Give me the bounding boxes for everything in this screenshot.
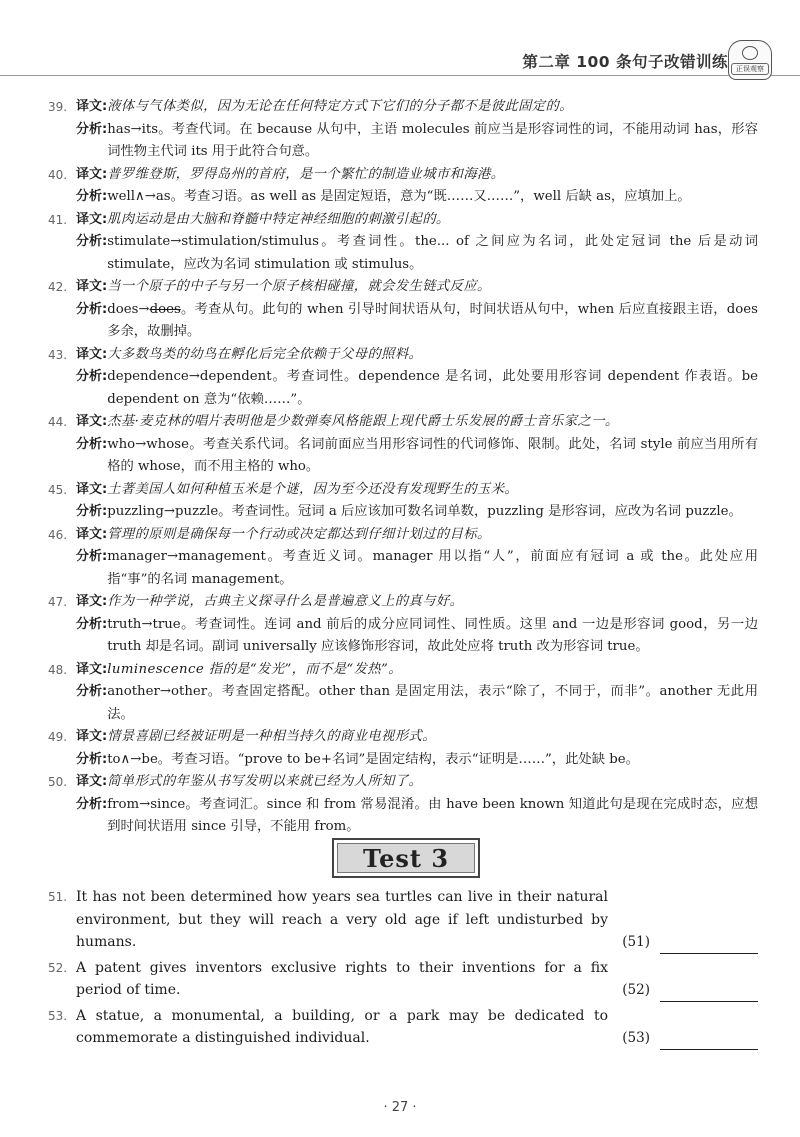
analysis-label: 分析: [76,796,108,812]
translation-text: 普罗维登斯，罗得岛州的首府，是一个繁忙的制造业城市和海港。 [107,166,505,182]
entry-46 [48,524,758,592]
analysis-text: from→since。考查词汇。since 和 from 常易混淆。由 have been known 知道此句是现在完成时态，应想到时间状语用 since 引导，不能用 from。 [107,796,758,834]
translation-text: 大多数鸟类的幼鸟在孵化后完全依赖于父母的照料。 [107,346,423,362]
entry-49 [48,726,758,771]
analysis-label: 分析: [76,504,108,519]
entry-number: 48. [48,662,68,677]
analysis-text: manager→management。考查近义词。manager 用以指“人”，前面应有冠词 a 或 the。此处应用指“事”的名词 management。 [107,549,758,587]
translation-text: 情景喜剧已经被证明是一种相当持久的商业电视形式。 [107,729,436,744]
deleted-word: does [149,301,181,317]
series-logo [728,40,772,80]
answer-blank[interactable] [660,1033,758,1050]
analysis-label: 分析: [76,369,108,384]
analysis-text: well∧→as。考查习语。as well as 是固定短语，意为“既……又……”，well 后缺 as，应填加上。 [107,189,691,204]
answer-blank[interactable] [660,985,758,1002]
answer-blank[interactable] [660,937,758,954]
translation-label: 译文: [76,481,108,497]
analysis-text: another→other。考查固定搭配。other than 是固定用法，表示“除了，不同于，而非”。another 无此用法。 [107,684,758,722]
analysis-label: 分析: [76,616,108,632]
entry-42 [48,276,758,344]
answer-explanations [48,96,758,839]
answer-slot [608,957,758,1002]
analysis-label: 分析: [76,549,108,564]
translation-label: 译文: [76,774,108,789]
entry-number: 45. [48,482,68,497]
question-53 [48,1005,758,1050]
page-number: · 27 · [383,1100,417,1115]
translation-label: 译文: [76,211,108,227]
translation-label: 译文: [76,594,108,609]
entry-40 [48,164,758,209]
entry-number: 47. [48,595,68,609]
analysis-text: has→its。考查代词。在 because 从句中，主语 molecules 前应当是形容词性的词，不能用动词 has，形容词性物主代词 its 用于此符合句意。 [107,121,758,159]
entry-number: 39. [48,100,68,114]
analysis-correction: does→ [107,301,150,317]
entry-number: 40. [48,167,68,182]
question-text: It has not been determined how years sea turtles can live in their natural environment, but they will reach a very old age if left undisturbed by humans. [76,889,608,950]
question-number: 51. [48,890,68,904]
question-number: 52. [48,960,68,975]
entry-number: 42. [48,280,68,294]
question-text: A statue, a monumental, a building, or a park may be dedicated to commemorate a distinguished individual. [76,1007,608,1046]
analysis-rest: 。考查从句。此句的 when 引导时间状语从句，时间状语从句中，when 后应直接跟主语，does 多余，故删掉。 [107,301,758,339]
entry-number: 46. [48,527,68,542]
analysis-text: dependence→dependent。考查词性。dependence 是名词，此处要用形容词 dependent 作表语。be dependent on 意为“依赖……”。 [107,369,758,407]
translation-label: 译文: [76,279,108,294]
entry-number: 49. [48,730,68,744]
question-text: A patent gives inventors exclusive rights to their inventions for a fix period of time. [76,959,608,998]
translation-text: 土著美国人如何种植玉米是个谜，因为至今还没有发现野生的玉米。 [107,481,519,497]
answer-label: (51) [622,934,650,950]
entry-39 [48,96,758,164]
translation-label: 译文: [76,526,108,542]
translation-text: 简单形式的年鉴从书写发明以来就已经为人所知了。 [107,774,423,789]
analysis-text: who→whose。考查关系代词。名词前面应当用形容词性的代词修饰、限制。此处，名词 style 前应当用所有格的 whose，而不用主格的 who。 [107,436,758,474]
entry-number: 41. [48,212,68,227]
analysis-label: 分析: [76,751,108,767]
analysis-text [107,299,758,344]
analysis-label: 分析: [76,436,108,452]
logo-text: 正误观察 [731,63,769,75]
analysis-text: truth→true。考查词性。连词 and 前后的成分应同词性、同性质。这里 and 一边是形容词 good，另一边 truth 却是名词。副词 universally 应该修饰形容词，故此处应将 truth 改为形容词 true。 [107,616,758,654]
entry-41 [48,209,758,277]
entry-44 [48,411,758,479]
test-questions [48,886,758,1053]
translation-label: 译文: [76,729,108,744]
test-title-banner: Test 3 [332,838,480,878]
entry-number: 44. [48,415,68,429]
analysis-label: 分析: [76,189,108,204]
analysis-label: 分析: [76,684,108,699]
analysis-label: 分析: [76,301,108,317]
question-51 [48,886,758,954]
translation-text: 作为一种学说，古典主义探寻什么是普遍意义上的真与好。 [107,594,464,609]
answer-label: (52) [622,982,650,998]
translation-text: 当一个原子的中子与另一个原子核相碰撞，就会发生链式反应。 [107,279,491,294]
analysis-text: stimulate→stimulation/stimulus。考查词性。the... of 之间应为名词，此处定冠词 the 后是动词 stimulate，应改为名词 stimulation 或 stimulus。 [107,234,758,272]
entry-47 [48,591,758,659]
translation-text: 杰基·麦克林的唱片表明他是少数弹奏风格能跟上现代爵士乐发展的爵士音乐家之一。 [107,414,619,429]
entry-number: 43. [48,347,68,362]
translation-label: 译文: [76,99,108,114]
translation-text: luminescence 指的是“发光”，而不是“发热”。 [107,661,402,677]
translation-text: 管理的原则是确保每一个行动或决定都达到仔细计划过的目标。 [107,526,491,542]
entry-45 [48,479,758,524]
translation-label: 译文: [76,661,108,677]
answer-label: (53) [622,1030,650,1046]
translation-label: 译文: [76,166,108,182]
analysis-label: 分析: [76,234,108,249]
mascot-icon [742,46,758,60]
entry-50 [48,771,758,839]
chapter-title: 第二章 100 条句子改错训练 [522,53,728,71]
analysis-text: puzzling→puzzle。考查词性。冠词 a 后应该加可数名词单数，puzzling 是形容词，应改为名词 puzzle。 [107,504,742,519]
entry-43 [48,344,758,412]
entry-number: 50. [48,775,68,789]
analysis-label: 分析: [76,121,108,137]
translation-label: 译文: [76,414,108,429]
answer-slot [608,886,758,954]
translation-text: 液体与气体类似，因为无论在任何特定方式下它们的分子都不是彼此固定的。 [107,99,573,114]
entry-48 [48,659,758,727]
translation-label: 译文: [76,346,108,362]
answer-slot [608,1005,758,1050]
translation-text: 肌肉运动是由大脑和脊髓中特定神经细胞的刺激引起的。 [107,211,450,227]
analysis-text: to∧→be。考查习语。“prove to be+名词”是固定结构，表示“证明是……”，此处缺 be。 [107,751,639,767]
question-52 [48,957,758,1002]
question-number: 53. [48,1008,68,1023]
